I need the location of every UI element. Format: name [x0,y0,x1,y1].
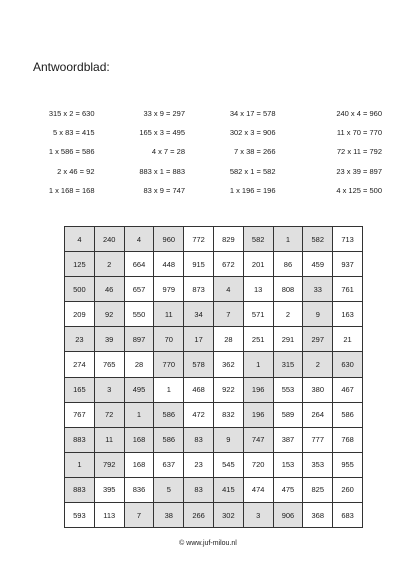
grid-cell: 630 [333,352,363,377]
grid-cell: 720 [243,452,273,477]
answer-item: 7 x 38 = 266 [234,147,276,157]
grid-row [65,452,363,477]
grid-cell: 472 [184,402,214,427]
grid-cell: 368 [303,503,333,528]
grid-cell: 240 [94,227,124,252]
grid-cell: 768 [333,427,363,452]
grid-cell: 829 [213,227,243,252]
grid-cell: 474 [243,477,273,502]
grid-cell: 315 [273,352,303,377]
grid-cell: 260 [333,477,363,502]
grid-cell: 21 [333,327,363,352]
answer-item: 1 x 168 = 168 [48,185,95,195]
answer-item: 72 x 11 = 792 [336,147,382,157]
grid-cell: 2 [94,252,124,277]
grid-row [65,227,363,252]
answer-list [20,108,382,204]
grid-cell: 34 [184,302,214,327]
grid-cell: 761 [333,277,363,302]
grid-cell: 545 [213,452,243,477]
grid-cell: 1 [243,352,273,377]
answer-item: 4 x 125 = 500 [336,185,382,195]
grid-cell: 500 [65,277,95,302]
grid-cell: 46 [94,277,124,302]
grid-cell: 922 [213,377,243,402]
grid-cell: 979 [154,277,184,302]
grid-cell: 495 [124,377,154,402]
grid-cell: 770 [154,352,184,377]
grid-cell: 70 [154,327,184,352]
answer-item: 240 x 4 = 960 [336,109,382,118]
grid-cell: 7 [213,302,243,327]
grid-cell: 2 [303,352,333,377]
grid-cell: 11 [94,427,124,452]
answer-item: 33 x 9 = 297 [143,109,185,118]
grid-cell: 683 [333,503,363,528]
grid-cell: 274 [65,352,95,377]
grid-cell: 1 [154,377,184,402]
grid-cell: 9 [303,302,333,327]
grid-cell: 39 [94,327,124,352]
grid-cell: 915 [184,252,214,277]
grid-cell: 777 [303,427,333,452]
grid-cell: 83 [184,477,214,502]
answer-item: 5 x 83 = 415 [53,128,95,138]
grid-cell: 664 [124,252,154,277]
grid-cell: 113 [94,503,124,528]
grid-cell: 836 [124,477,154,502]
grid-cell: 897 [124,327,154,352]
answer-item: 4 x 7 = 28 [151,147,185,157]
puzzle-table [64,226,363,528]
grid-cell: 883 [65,427,95,452]
grid-cell: 86 [273,252,303,277]
grid-cell: 28 [213,327,243,352]
grid-row [65,352,363,377]
grid-cell: 17 [184,327,214,352]
answer-item: 83 x 9 = 747 [143,185,185,195]
grid-row [65,402,363,427]
grid-cell: 23 [184,452,214,477]
grid-cell: 448 [154,252,184,277]
grid-cell: 415 [213,477,243,502]
grid-row [65,302,363,327]
grid-cell: 808 [273,277,303,302]
grid-row [65,427,363,452]
grid-cell: 196 [243,402,273,427]
grid-cell: 2 [273,302,303,327]
copyright-footer: © www.juf-milou.nl [179,540,237,547]
grid-cell: 380 [303,377,333,402]
grid-cell: 153 [273,452,303,477]
answer-item: 883 x 1 = 883 [139,166,185,176]
grid-row [65,252,363,277]
grid-cell: 672 [213,252,243,277]
grid-cell: 264 [303,402,333,427]
page-title: Antwoordblad: [33,60,110,74]
grid-cell: 3 [94,377,124,402]
answer-item: 302 x 3 = 906 [229,128,276,138]
grid-cell: 475 [273,477,303,502]
answer-item: 23 x 39 = 897 [336,166,382,176]
grid-cell: 550 [124,302,154,327]
grid-cell: 165 [65,377,95,402]
grid-cell: 395 [94,477,124,502]
grid-cell: 657 [124,277,154,302]
grid-cell: 387 [273,427,303,452]
grid-cell: 92 [94,302,124,327]
grid-cell: 586 [154,427,184,452]
answer-item: 1 x 196 = 196 [229,185,276,195]
grid-cell: 209 [65,302,95,327]
grid-cell: 11 [154,302,184,327]
grid-cell: 7 [124,503,154,528]
grid-cell: 1 [65,452,95,477]
grid-cell: 33 [303,277,333,302]
grid-cell: 168 [124,427,154,452]
grid-cell: 5 [154,477,184,502]
grid-cell: 362 [213,352,243,377]
grid-row [65,327,363,352]
grid-row [65,503,363,528]
grid-row [65,377,363,402]
grid-cell: 4 [124,227,154,252]
grid-cell: 163 [333,302,363,327]
grid-cell: 960 [154,227,184,252]
grid-cell: 1 [124,402,154,427]
grid-cell: 578 [184,352,214,377]
grid-cell: 873 [184,277,214,302]
grid-cell: 38 [154,503,184,528]
grid-cell: 747 [243,427,273,452]
answer-item: 582 x 1 = 582 [229,166,276,176]
answer-item: 315 x 2 = 630 [48,109,95,118]
grid-cell: 4 [65,227,95,252]
grid-cell: 83 [184,427,214,452]
grid-cell: 201 [243,252,273,277]
grid-cell: 13 [243,277,273,302]
grid-cell: 582 [243,227,273,252]
grid-cell: 571 [243,302,273,327]
answer-item: 1 x 586 = 586 [48,147,95,157]
grid-cell: 825 [303,477,333,502]
answer-item: 165 x 3 = 495 [139,128,185,138]
grid-cell: 23 [65,327,95,352]
grid-cell: 196 [243,377,273,402]
grid-cell: 955 [333,452,363,477]
grid-cell: 266 [184,503,214,528]
grid-cell: 297 [303,327,333,352]
grid-cell: 291 [273,327,303,352]
grid-cell: 586 [154,402,184,427]
grid-cell: 251 [243,327,273,352]
grid-cell: 1 [273,227,303,252]
grid-cell: 713 [333,227,363,252]
grid-cell: 767 [65,402,95,427]
answer-item: 2 x 46 = 92 [57,166,95,176]
grid-cell: 593 [65,503,95,528]
grid-row [65,277,363,302]
grid-cell: 302 [213,503,243,528]
grid-row [65,477,363,502]
answer-item: 11 x 70 = 770 [336,128,382,138]
grid-cell: 4 [213,277,243,302]
grid-cell: 459 [303,252,333,277]
grid-cell: 937 [333,252,363,277]
grid-cell: 3 [243,503,273,528]
grid-cell: 553 [273,377,303,402]
grid-cell: 467 [333,377,363,402]
grid-cell: 168 [124,452,154,477]
grid-cell: 28 [124,352,154,377]
grid-cell: 792 [94,452,124,477]
grid-cell: 468 [184,377,214,402]
puzzle-grid [64,226,363,528]
grid-cell: 637 [154,452,184,477]
grid-cell: 832 [213,402,243,427]
grid-cell: 72 [94,402,124,427]
grid-cell: 586 [333,402,363,427]
grid-cell: 589 [273,402,303,427]
grid-cell: 125 [65,252,95,277]
grid-cell: 582 [303,227,333,252]
grid-cell: 772 [184,227,214,252]
grid-cell: 353 [303,452,333,477]
grid-cell: 765 [94,352,124,377]
grid-cell: 906 [273,503,303,528]
grid-cell: 883 [65,477,95,502]
answer-item: 34 x 17 = 578 [229,109,276,118]
grid-cell: 9 [213,427,243,452]
